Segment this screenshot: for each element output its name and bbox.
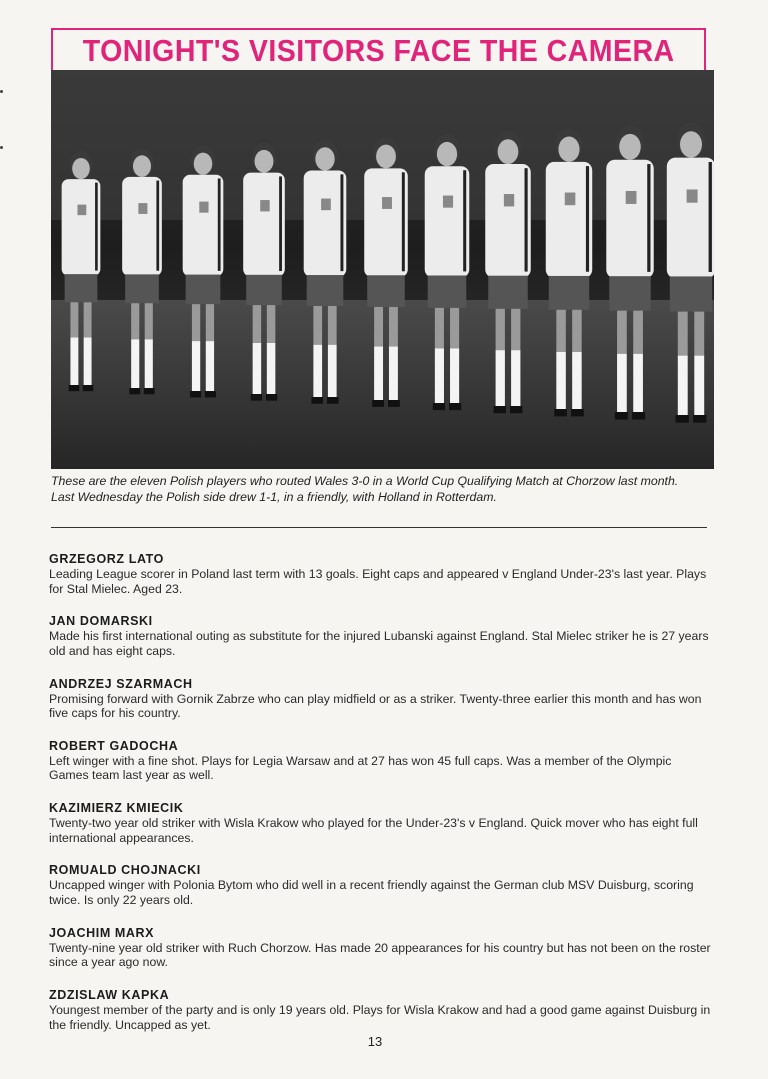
crest-badge [504, 194, 514, 206]
player-sock [84, 337, 92, 385]
jacket-stripe [95, 183, 98, 271]
margin-mark [0, 90, 3, 93]
player-face [315, 147, 334, 170]
player-leg [267, 305, 276, 343]
player-sock [435, 348, 444, 404]
player-sock [267, 343, 276, 395]
player-boot [129, 388, 140, 394]
player-bio: Twenty-nine year old striker with Ruch Chorzow. Has made 20 appearances for his country but has not been on the roster since a year ago now. [49, 940, 711, 970]
player-jacket [304, 170, 347, 276]
player-boot [251, 394, 262, 401]
player-leg [435, 308, 444, 348]
player-boot [69, 385, 80, 391]
player-boot [676, 415, 689, 423]
player-boot [372, 400, 384, 407]
player-boot [554, 409, 567, 416]
team-photo-illustration [51, 70, 714, 469]
player-sock [313, 345, 322, 398]
player-jacket [183, 175, 224, 277]
crest-badge [199, 202, 208, 213]
player-sock [70, 337, 78, 385]
player-leg [389, 307, 398, 347]
player-profile [49, 863, 711, 925]
player-leg [192, 304, 200, 341]
player-leg [374, 307, 383, 347]
player-profile [49, 801, 711, 863]
player-leg [84, 302, 92, 337]
player-boot [571, 409, 584, 416]
player-sock [633, 354, 643, 413]
player-boot [83, 385, 94, 391]
player-leg [511, 309, 520, 350]
player-jacket [425, 166, 470, 277]
player-face [437, 142, 457, 166]
player-shorts [488, 276, 527, 309]
page-header [51, 28, 706, 70]
player-leg [572, 310, 582, 352]
player-boot [266, 394, 277, 401]
player-face [133, 155, 151, 177]
player-boot [494, 406, 506, 413]
player-face [558, 137, 579, 162]
player-sock [206, 341, 214, 392]
margin-mark [0, 146, 3, 149]
player-profile [49, 552, 711, 614]
crest-badge [687, 190, 698, 203]
crest-badge [382, 197, 392, 209]
player-shorts [670, 276, 712, 311]
caption-line-2: Last Wednesday the Polish side drew 1-1, in a friendly, with Holland in Rotterdam. [51, 489, 497, 504]
player-name: ZDZISLAW KAPKA [49, 988, 170, 1003]
player-boot [388, 400, 400, 407]
player-shorts [307, 275, 344, 306]
page-number: 13 [367, 1034, 383, 1049]
player-leg [556, 310, 566, 352]
crest-badge [626, 191, 637, 204]
player-name: JAN DOMARSKI [49, 614, 153, 629]
player-shorts [367, 275, 405, 307]
player-sock [253, 343, 262, 395]
player-boot [693, 415, 706, 423]
player-boot [433, 403, 445, 410]
section-divider [51, 527, 707, 528]
jacket-stripe [647, 164, 650, 272]
player-jacket [122, 177, 162, 276]
player-sock [556, 352, 566, 410]
crest-badge [260, 200, 269, 211]
player-leg [678, 312, 688, 356]
player-sock [450, 348, 459, 404]
player-name: KAZIMIERZ KMIECIK [49, 801, 184, 816]
player-bio: Uncapped winger with Polonia Bytom who did well in a recent friendly against the German club MSV Duisburg, scoring twice. Is only 22 years old. [49, 878, 694, 907]
player-leg [206, 304, 214, 341]
player-shorts [609, 276, 650, 310]
player-leg [633, 311, 643, 354]
page-title: TONIGHT'S VISITORS FACE THE CAMERA [82, 33, 675, 68]
player-bio: Youngest member of the party and is only 19 years old. Plays for Wisla Krakow and had a good game against Duisburg in the friendly. Uncapped as yet. [49, 1003, 711, 1032]
crest-badge [565, 193, 576, 206]
jacket-stripe [586, 166, 589, 272]
player-bio: Made his first international outing as substitute for the injured Lubanski against England. Stal Mielec striker he is 27 years old and has eight caps. [49, 629, 709, 658]
player-sock [145, 339, 153, 389]
player-sock [131, 339, 139, 389]
jacket-stripe [156, 181, 159, 271]
player-profiles [49, 552, 711, 1050]
player-face [498, 139, 519, 164]
player-name: JOACHIM MARX [49, 925, 155, 940]
player-bio: Twenty-two year old striker with Wisla Krakow who played for the Under-23's v England. Quick mover who has eight full international appearances. [49, 816, 698, 845]
jacket-stripe [709, 162, 712, 272]
crest-badge [138, 203, 147, 214]
jacket-stripe [279, 176, 282, 271]
player-face [72, 158, 90, 179]
player-leg [328, 306, 337, 345]
player-leg [694, 312, 704, 356]
player-leg [496, 309, 505, 350]
player-jacket [546, 162, 592, 278]
player-boot [632, 412, 645, 420]
player-face [255, 150, 274, 173]
player-leg [617, 311, 627, 354]
crest-badge [443, 196, 453, 208]
jacket-stripe [402, 172, 405, 271]
player-jacket [606, 160, 653, 279]
player-boot [510, 406, 522, 413]
player-profile [49, 614, 711, 676]
player-boot [190, 391, 201, 397]
player-shorts [428, 275, 467, 307]
caption-line-1: These are the eleven Polish players who routed Wales 3-0 in a World Cup Qualifying Match at Chorzow last month. [51, 474, 679, 488]
player-jacket [364, 168, 408, 277]
jacket-stripe [218, 178, 221, 270]
player-profile [49, 677, 711, 739]
player-leg [450, 308, 459, 348]
player-leg [313, 306, 322, 345]
player-leg [253, 305, 262, 343]
jacket-stripe [525, 168, 528, 271]
player-jacket [667, 158, 714, 279]
player-bio: Left winger with a fine shot. Plays for Legia Warsaw and at 27 has won 45 full caps. Was a member of the Olympic Games team last year as well. [49, 753, 672, 783]
player-sock [389, 347, 398, 401]
player-face [194, 153, 212, 175]
player-boot [615, 412, 628, 420]
player-shorts [246, 275, 282, 305]
player-name: ROBERT GADOCHA [49, 738, 179, 753]
player-boot [327, 397, 339, 404]
team-photo [51, 70, 714, 469]
player-shorts [125, 274, 159, 303]
player-leg [131, 303, 139, 339]
player-sock [617, 354, 627, 413]
player-boot [311, 397, 323, 404]
jacket-stripe [463, 170, 466, 271]
player-face [680, 131, 702, 157]
player-bio: Promising forward with Gornik Zabrze who can play midfield or as a striker. Twenty-three earlier this month and has won five caps for his country. [49, 691, 702, 721]
player-leg [70, 302, 78, 337]
player-shorts [549, 276, 589, 310]
player-sock [511, 350, 520, 407]
player-sock [374, 347, 383, 401]
player-sock [572, 352, 582, 410]
jacket-stripe [340, 174, 343, 271]
photo-caption [51, 474, 711, 505]
player-sock [328, 345, 337, 398]
player-name: GRZEGORZ LATO [49, 552, 164, 566]
player-leg [145, 303, 153, 339]
player-sock [694, 356, 704, 417]
player-face [376, 145, 396, 169]
player-bio: Leading League scorer in Poland last term with 13 goals. Eight caps and appeared v England Under-23's last year. Plays for Stal Mielec. Aged 23. [49, 567, 707, 596]
player-profile [49, 739, 711, 801]
player-sock [192, 341, 200, 392]
player-jacket [62, 179, 101, 276]
player-jacket [243, 173, 285, 277]
player-name: ANDRZEJ SZARMACH [49, 676, 193, 691]
player-shorts [65, 274, 98, 302]
player-boot [449, 403, 461, 410]
player-profile [49, 926, 711, 988]
player-sock [678, 356, 688, 417]
crest-badge [321, 199, 331, 211]
player-jacket [485, 164, 530, 278]
player-boot [144, 388, 155, 394]
player-face [619, 134, 641, 160]
player-boot [205, 391, 216, 397]
player-shorts [186, 275, 221, 305]
player-sock [496, 350, 505, 407]
player-name: ROMUALD CHOJNACKI [49, 863, 201, 878]
crest-badge [77, 205, 86, 216]
